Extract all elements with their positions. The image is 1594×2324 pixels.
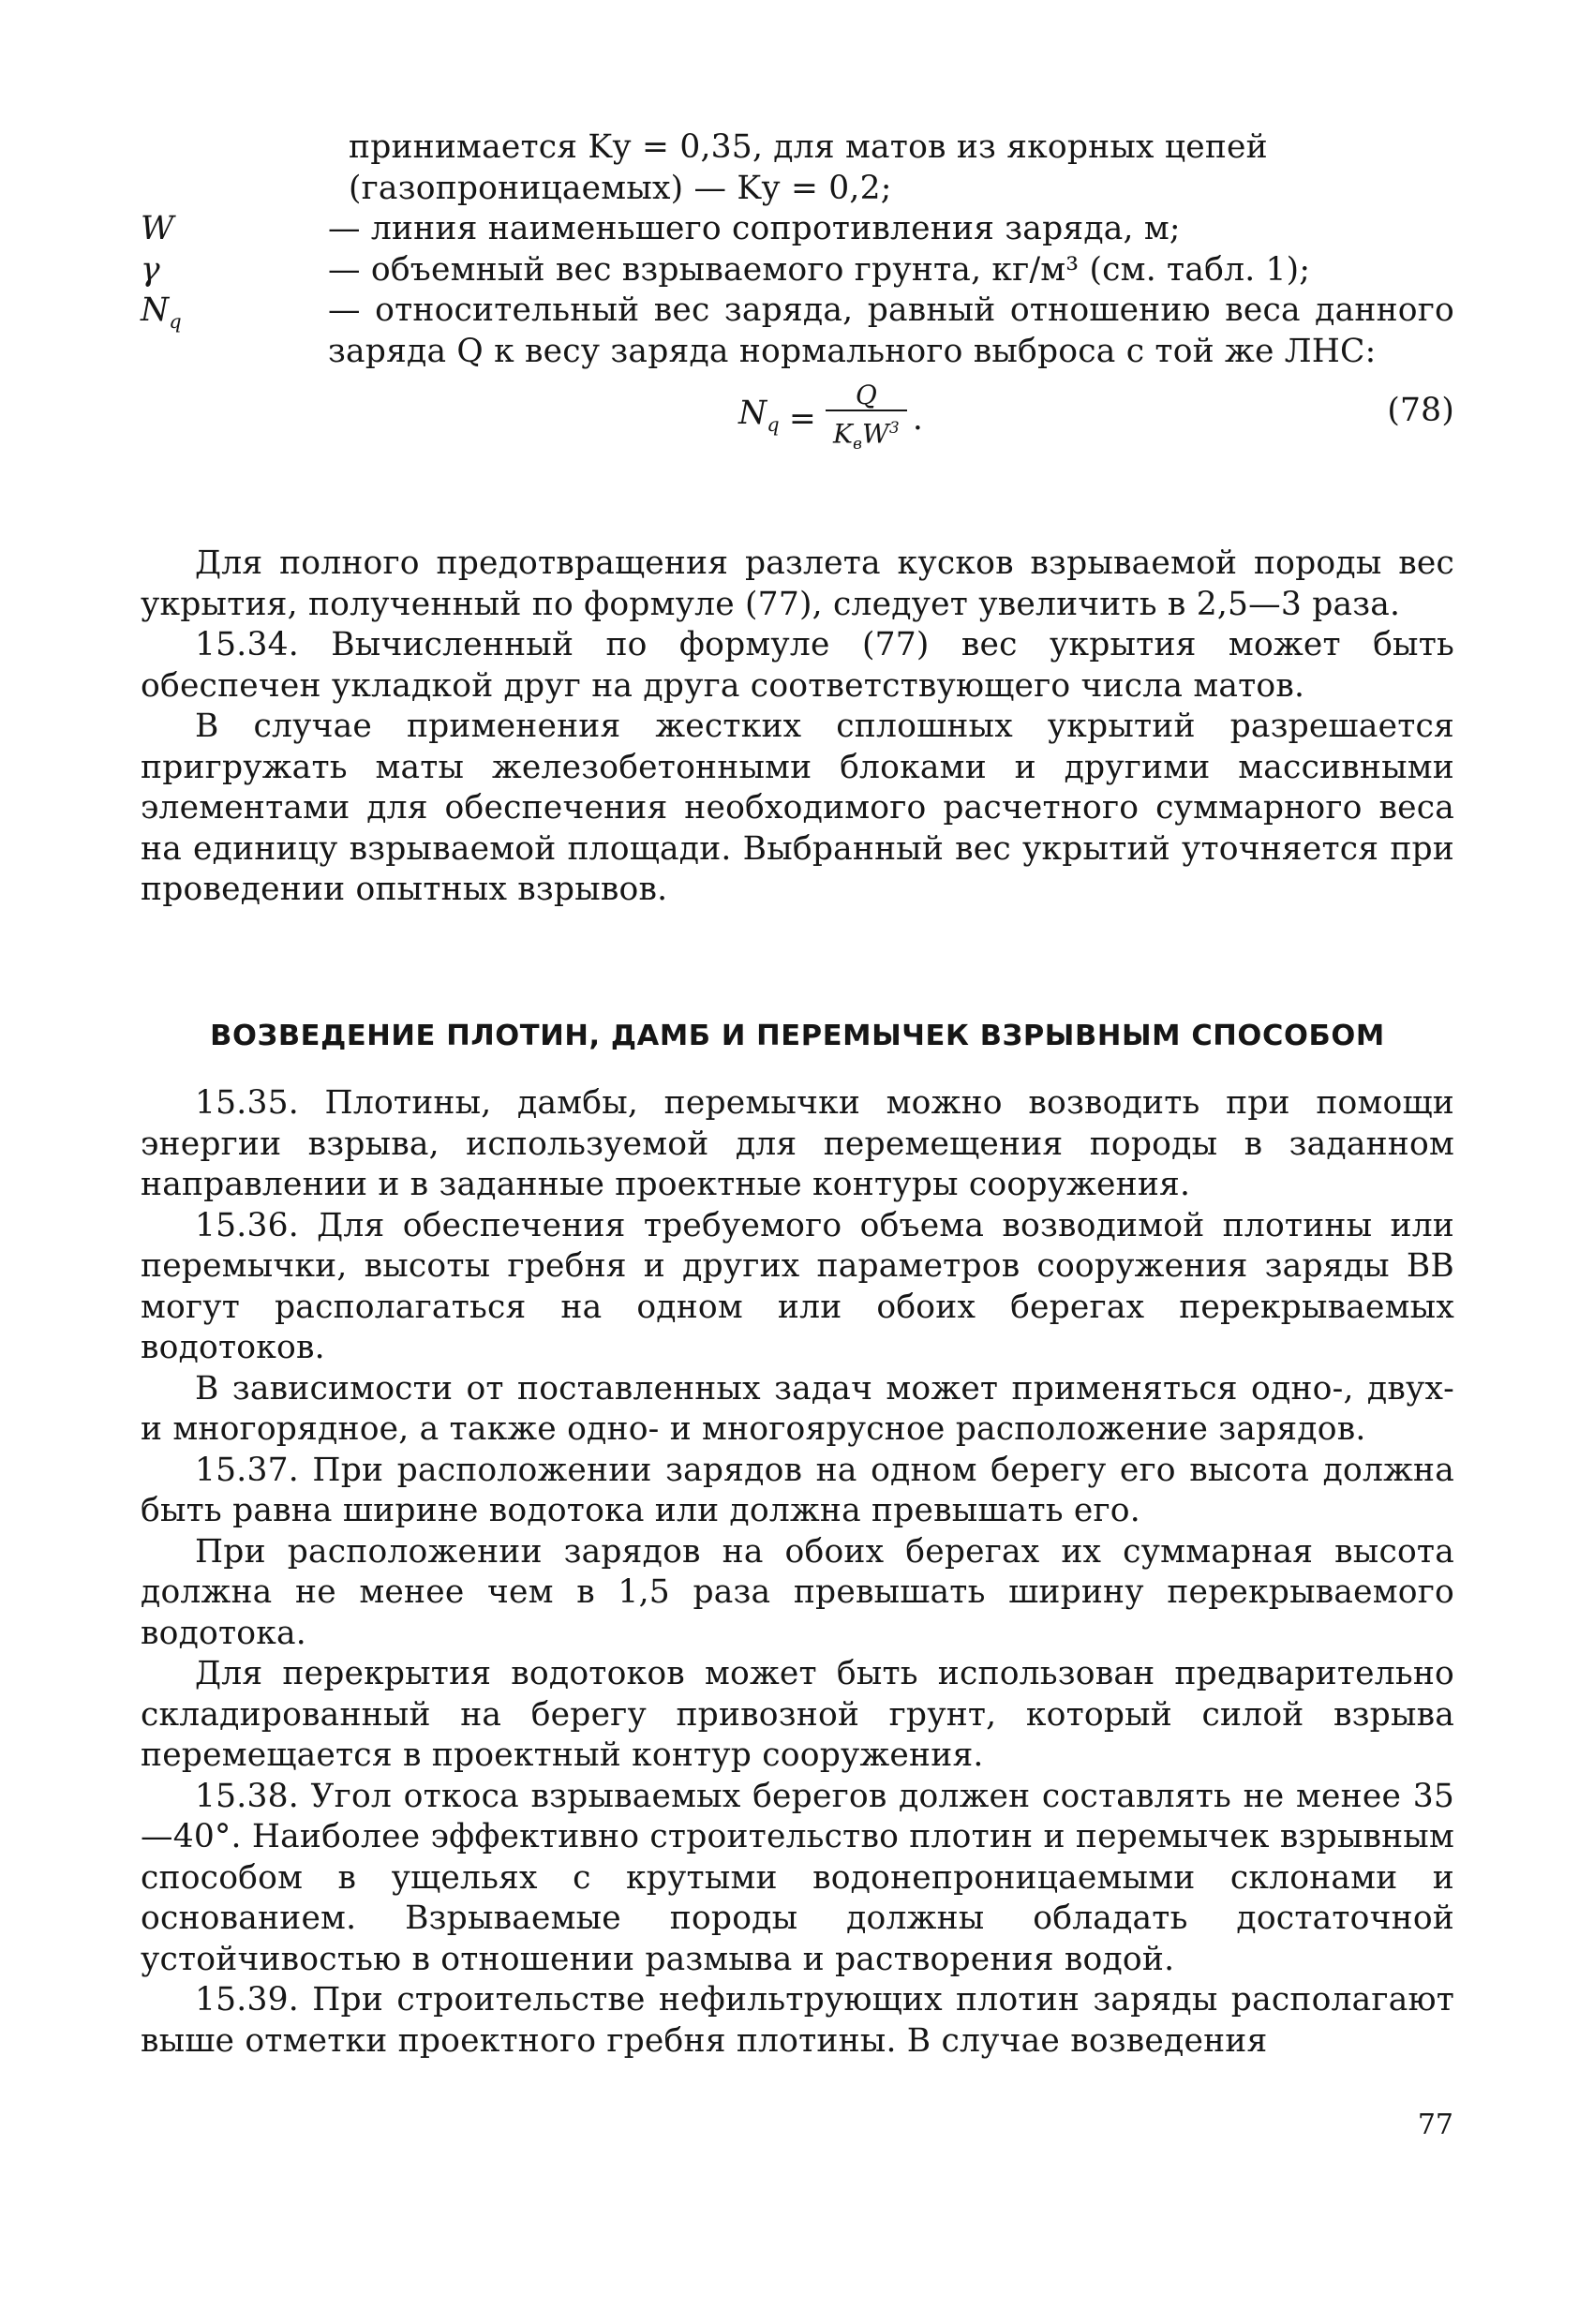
paragraph: При расположении зарядов на обоих берегах их суммарная высота должна не менее чем в 1,5 раза превышать ширину перекрываемого водотока. <box>141 1532 1454 1652</box>
definition-w <box>141 209 1454 250</box>
paragraph: В случае применения жестких сплошных укрытий разрешается пригружать маты железобетонными блоками и другими массивными элементами для обеспечения необходимого расчетного суммарного веса на единицу взрываемой площади. Выбранный вес укрытий уточняется при проведении опытных взрывов. <box>141 708 1454 908</box>
paragraph: В зависимости от поставленных задач может применяться одно-, двух- и многорядное, а также одно- и многоярусное расположение зарядов. <box>141 1369 1454 1448</box>
definition-nq <box>141 290 1454 372</box>
paragraph: 15.35. Плотины, дамбы, перемычки можно возводить при помощи энергии взрыва, используемой для перемещения породы в заданном направлении и в заданные проектные контуры сооружения. <box>141 1084 1454 1203</box>
paragraphs-top <box>141 544 1454 911</box>
formula-78 <box>141 370 1454 468</box>
equation-number: (78) <box>1387 392 1454 429</box>
definition-line: принимается Kу = 0,35, для матов из якорных цепей <box>349 128 1268 166</box>
definition-symbol: $N_q$ <box>141 291 182 333</box>
definition-gamma <box>141 250 1454 291</box>
formula-expression <box>738 381 923 457</box>
page-number: 77 <box>1417 2108 1453 2141</box>
definitions-list <box>141 127 1454 468</box>
definition-ky-continuation <box>141 127 1454 209</box>
formula-lhs: $N_q$ <box>738 394 780 436</box>
paragraph: Для полного предотвращения разлета кусков взрываемой породы вес укрытия, полученный по формуле (77), следует увеличить в 2,5—3 раза. <box>141 544 1454 623</box>
paragraph: 15.34. Вычисленный по формуле (77) вес укрытия может быть обеспечен укладкой друг на друга соответствующего числа матов. <box>141 626 1454 705</box>
paragraph: 15.37. При расположении зарядов на одном берегу его высота должна быть равна ширине водотока или должна превышать его. <box>141 1451 1454 1529</box>
formula-numerator: Q <box>855 380 878 410</box>
section-heading: ВОЗВЕДЕНИЕ ПЛОТИН, ДАМБ И ПЕРЕМЫЧЕК ВЗРЫВНЫМ СПОСОБОМ <box>210 1020 1385 1052</box>
definition-text: — объемный вес взрываемого грунта, кг/м³ (см. табл. 1); <box>328 250 1311 289</box>
paragraphs-bottom <box>141 1083 1454 2062</box>
definition-symbol: W <box>141 210 174 247</box>
definition-text: — относительный вес заряда, равный отношению веса данного заряда Q к весу заряда нормального выброса с той же ЛНС: <box>328 291 1454 370</box>
formula-fraction <box>826 381 907 457</box>
definition-symbol: γ <box>141 250 160 289</box>
paragraph: 15.38. Угол откоса взрываемых берегов должен составлять не менее 35—40°. Наиболее эффективно строительство плотин и перемычек взрывным способом в ущельях с крутыми водонепроницаемыми склонами и основанием. Взрываемые породы должны обладать достаточной устойчивостью в отношении размыва и растворения водой. <box>141 1777 1454 1978</box>
paragraph: 15.39. При строительстве нефильтрующих плотин заряды располагают выше отметки проектного гребня плотины. В случае возведения <box>141 1981 1454 2060</box>
definition-line: (газопроницаемых) — Kу = 0,2; <box>349 169 892 207</box>
paragraph: 15.36. Для обеспечения требуемого объема возводимой плотины или перемычки, высоты гребня и других параметров сооружения заряды ВВ могут располагаться на одном или обоих берегах перекрываемых водотоков. <box>141 1206 1454 1366</box>
formula-denominator: $K_вW^3$ <box>826 410 907 457</box>
formula-trailing: . <box>912 399 924 438</box>
formula-equals: = <box>788 399 816 438</box>
definition-text: — линия наименьшего сопротивления заряда, м; <box>328 210 1181 247</box>
paragraph: Для перекрытия водотоков может быть использован предварительно складированный на берегу привозной грунт, который силой взрыва перемещается в проектный контур сооружения. <box>141 1655 1454 1774</box>
